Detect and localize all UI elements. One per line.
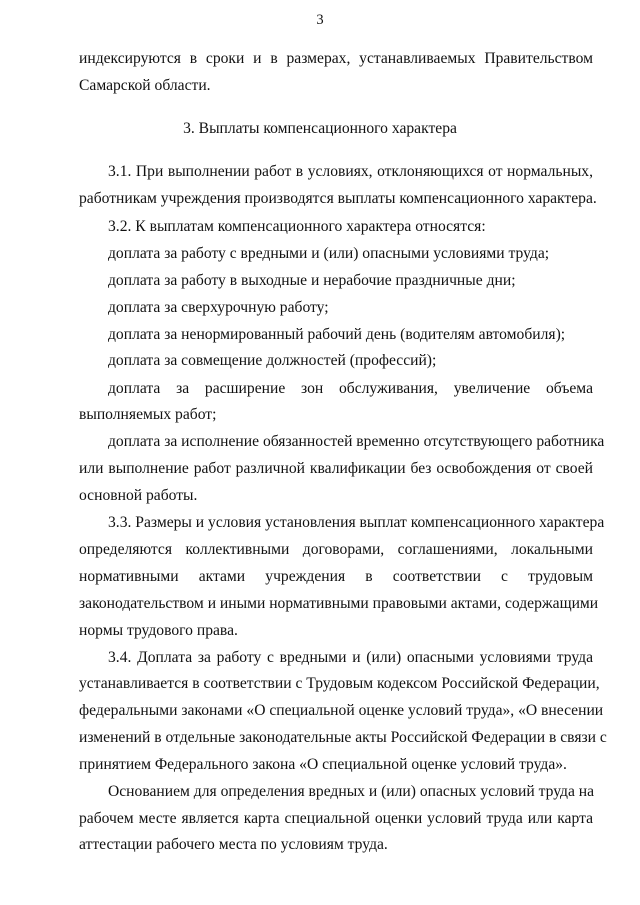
text-line: принятием Федерального закона «О специальной оценке условий труда».	[79, 756, 567, 773]
text-line: 3.4. Доплата за работу с вредными и (или) опасными условиями труда	[108, 649, 593, 666]
text-line: Основанием для определения вредных и (или) опасных условий труда на	[108, 783, 595, 800]
text-line: Самарской области.	[79, 77, 211, 94]
list-item: доплата за расширение зон обслуживания, увеличение объема	[108, 380, 593, 397]
list-item: доплата за исполнение обязанностей временно отсутствующего работника	[108, 433, 605, 450]
text-line: аттестации рабочего места по условиям труда.	[79, 836, 388, 853]
text-line: нормы трудового права.	[79, 622, 238, 639]
list-item: доплата за работу с вредными и (или) опасными условиями труда;	[108, 245, 550, 262]
list-item: доплата за сверхурочную работу;	[108, 299, 329, 316]
text-line: 3.3. Размеры и условия установления выплат компенсационного характера	[108, 514, 605, 531]
text-line: изменений в отдельные законодательные акты Российской Федерации в связи с	[79, 729, 607, 746]
text-line: или выполнение работ различной квалификации без освобождения от своей	[79, 460, 593, 477]
list-item: доплата за совмещение должностей (профессий);	[108, 352, 437, 369]
list-item: доплата за ненормированный рабочий день (водителям автомобиля);	[108, 326, 566, 343]
text-line: основной работы.	[79, 487, 198, 504]
text-line: выполняемых работ;	[79, 406, 217, 423]
text-line: индексируются в сроки и в размерах, устанавливаемых Правительством	[79, 50, 593, 67]
text-line: работникам учреждения производятся выплаты компенсационного характера.	[79, 190, 597, 207]
text-line: 3.1. При выполнении работ в условиях, отклоняющихся от нормальных,	[108, 163, 593, 180]
section-heading: 3. Выплаты компенсационного характера	[183, 120, 457, 137]
text-line: устанавливается в соответствии с Трудовым кодексом Российской Федерации,	[79, 675, 600, 692]
text-line: федеральными законами «О специальной оценке условий труда», «О внесении	[79, 702, 604, 719]
text-line: 3.2. К выплатам компенсационного характера относятся:	[108, 218, 486, 235]
list-item: доплата за работу в выходные и нерабочие праздничные дни;	[108, 272, 516, 289]
page-number: 3	[316, 12, 324, 28]
text-line: рабочем месте является карта специальной оценки условий труда или карта	[79, 810, 593, 827]
text-line: нормативными актами учреждения в соответствии с трудовым	[79, 568, 593, 585]
text-line: определяются коллективными договорами, соглашениями, локальными	[79, 541, 593, 558]
text-line: законодательством и иными нормативными правовыми актами, содержащими	[79, 595, 599, 612]
